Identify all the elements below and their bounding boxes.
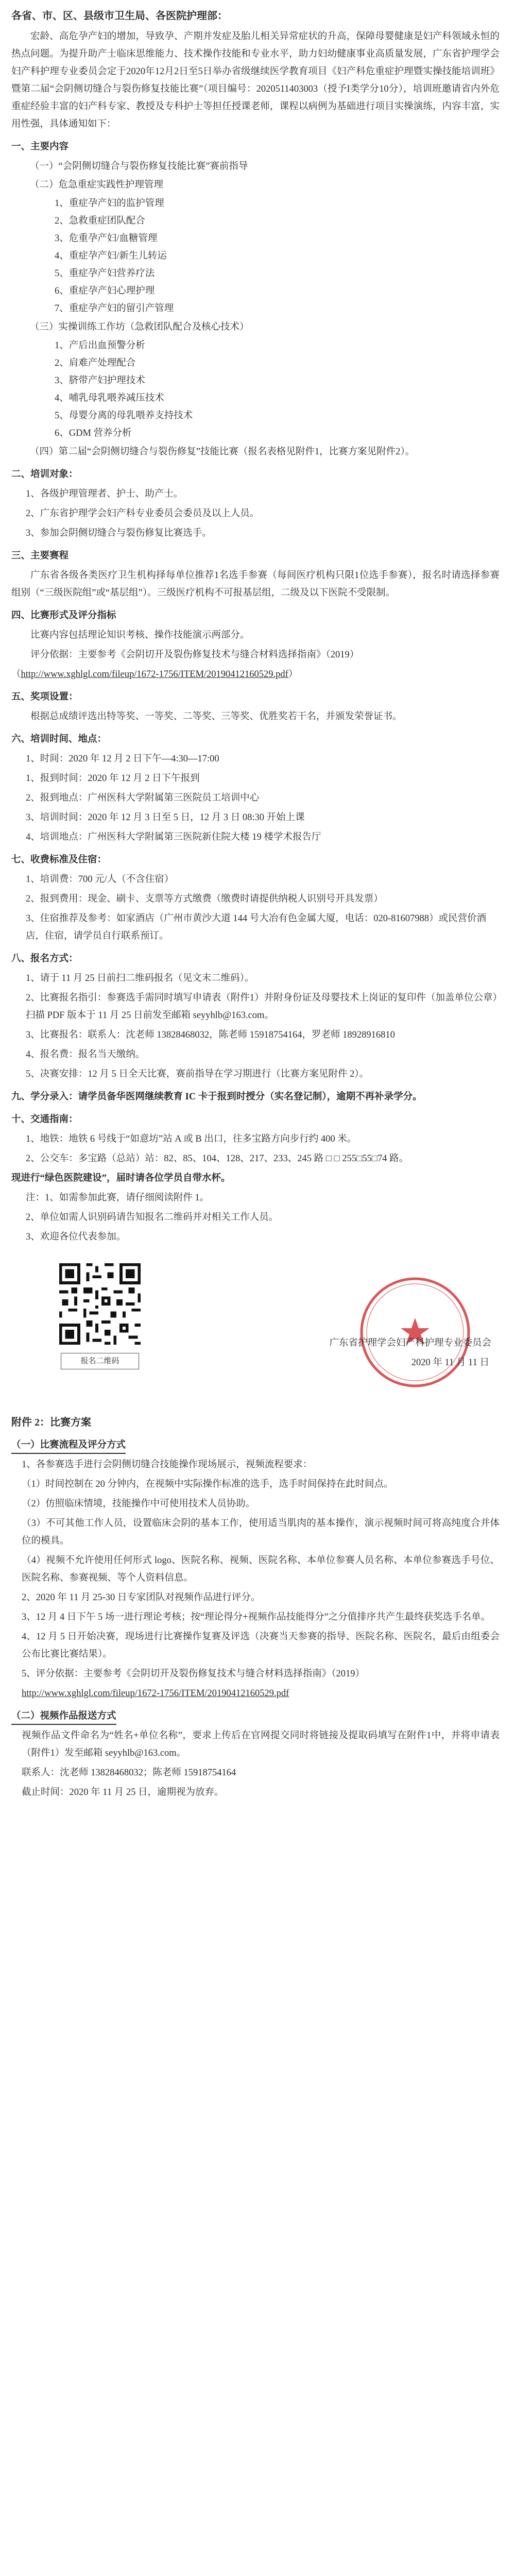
section-6-title: 六、培训时间、地点： — [11, 734, 107, 744]
section-1-a: （一）“会阴侧切缝合与裂伤修复技能比赛”赛前指导 — [30, 161, 248, 172]
list-item: （2）仿照临床情境，技能操作中可使用技术人员协助。 — [22, 1499, 255, 1509]
list-item: 1、各级护理管理者、护士、助产士。 — [26, 489, 183, 499]
list-item: 1、时间：2020 年 12 月 2 日下午—4:30—17:00 — [26, 754, 219, 764]
list-item: 7、重症孕产妇的留引产管理 — [55, 303, 174, 314]
official-seal-icon — [353, 1270, 477, 1394]
section-4-text-2: 评分依据：主要参考《会阴切开及裂伤修复技术与缝合材料选择指南》（2019） — [30, 650, 359, 660]
list-item: （4）视频不允许使用任何形式 logo、医院名称、视频、医院名称、本单位参赛人员名称、本单位参赛选手号位、医院名称、参赛视频、等个人资料信息。 — [22, 1555, 500, 1583]
signature-area — [11, 1250, 500, 1404]
list-item: 4、重症孕产妇/新生儿转运 — [55, 251, 167, 261]
attachment-guideline-link[interactable]: http://www.xghlgl.com/fileup/1672-1756/ITEM/20190412160529.pdf — [22, 1688, 289, 1699]
signature-date: 2020 年 11 月 11 日 — [411, 1358, 489, 1368]
section-2-title: 二、培训对象： — [11, 469, 78, 480]
attachment-section-1-heading: （一）比赛流程及评分方式 — [11, 1437, 126, 1454]
list-item: 4、12 月 5 日开始决赛，现场进行比赛操作复赛及评选（决赛当天参赛的指导、医院名称、医院名，最后由组委会公布比赛比赛结果）。 — [22, 1632, 500, 1659]
link-close-paren: ） — [288, 669, 298, 680]
list-item: 1、产后出血预警分析 — [55, 341, 145, 351]
list-item: 5、重症孕产妇营养疗法 — [55, 268, 155, 279]
list-item: 6、GDM 营养分析 — [55, 428, 132, 438]
section-4-title: 四、比赛形式及评分指标 — [11, 611, 116, 621]
intro-paragraph: 宏龄、高危孕产妇的增加，导致孕、产期并发症及胎儿相关异常症状的升高，保障母婴健康是妇产科领域永恒的热点问题。为提升助产士临床思维能力、技术操作技能和专业水平，助力妇幼健康事业高质量发展，广东省护理学会妇产科护理专业委员会定于2020年12月2日至5日举办省级继续医学教育项目《妇产科危重症护理暨实操技能培训班》暨第二届“会阴侧切缝合与裂伤修复技能比赛”（项目编号：2020511403003（授予I类学分10分），培训班邀请省内外危重症经验丰富的妇产科专家、教授及专科护士等担任授课老师，课程以病例为基础进行项目实操演练，内容丰富，实用性强，具体通知如下： — [11, 31, 500, 129]
list-item: 3、12 月 4 日下午 5 场一进行理论考核；按“理论得分+视频作品技能得分”之分值排序共产生最终获奖选手名单。 — [22, 1612, 491, 1622]
green-hospital-note: 现进行“绿色医院建设”，届时请各位学员自带水杯。 — [11, 1173, 231, 1183]
list-item: 3、培训时间：2020 年 12 月 3 日至 5 日，12 月 3 日 08:30 开始上课 — [26, 812, 305, 823]
list-item: 6、重症孕产妇心理护理 — [55, 286, 155, 296]
list-item: 3、脐带产妇护理技术 — [55, 376, 145, 386]
signature-organization: 广东省护理学会妇产科护理专业委员会 — [329, 1338, 491, 1348]
tip-line: 注：1、如需参加此赛，请仔细阅读附件 1。 — [26, 1193, 210, 1203]
section-1-d: （四）第二届“会阴侧切缝合与裂伤修复”技能比赛（报名表格见附件1，比赛方案见附件2）。 — [30, 447, 415, 457]
section-3-title: 三、主要赛程 — [11, 551, 69, 561]
list-item: 4、培训地点：广州医科大学附属第三医院新住院大楼 19 楼学术报告厅 — [26, 832, 321, 842]
list-item: 4、报名费：报名当天缴纳。 — [26, 1049, 145, 1060]
list-item: 3、比赛报名：联系人：沈老师 13828468032，陈老师 15918754164，罗老师 18928916810 — [26, 1030, 395, 1040]
attachment-section-1-title — [11, 1436, 500, 1454]
list-item: 1、培训费：700 元/人（不含住宿） — [26, 874, 174, 885]
list-item: 5、评分依据：主要参考《会阴切开及裂伤修复技术与缝合材料选择指南》（2019） — [22, 1669, 365, 1679]
list-item: （1）时间控制在 20 分钟内，在视频中实际操作标准的选手，选手时间保持在此时间点。 — [22, 1479, 393, 1489]
qr-block — [43, 1260, 157, 1369]
greeting: 各省、市、区、县级市卫生局、各医院护理部： — [11, 10, 228, 22]
section-1-c: （三）实操训练工作坊（急救团队配合及核心技术） — [30, 322, 249, 332]
qr-caption: 报名二维码 — [61, 1353, 139, 1369]
section-1-b: （二）危急重症实践性护理管理 — [30, 180, 164, 190]
list-item: 1、报到时间：2020 年 12 月 2 日下午报到 — [26, 773, 200, 784]
list-item: 1、地铁：地铁 6 号线于“如意坊”站 A 或 B 出口，往多宝路方向步行约 400 米。 — [26, 1134, 357, 1144]
section-7-title: 七、收费标准及住宿： — [11, 855, 107, 865]
section-3-text: 广东省各级各类医疗卫生机构择每单位推荐1名选手参赛（每间医疗机构只限1位选手参赛），报名时请选择参赛组别（“三级医院组”或“基层组”）。三级医疗机构不可报基层组，二级及以下医院不受限制。 — [11, 570, 500, 598]
list-item: 1、请于 11 月 25 日前扫二维码报名（见文末二维码）。 — [26, 973, 254, 984]
section-5-title: 五、奖项设置： — [11, 692, 78, 702]
list-item: 3、参加会阴侧切缝合与裂伤修复比赛选手。 — [26, 528, 212, 538]
list-item: 2、广东省护理学会妇产科专业委员会委员及以上人员。 — [26, 509, 260, 519]
list-item: 5、母婴分离的母乳喂养支持技术 — [55, 411, 193, 421]
attachment-section-2-title — [11, 1707, 500, 1725]
registration-qr-code[interactable] — [56, 1260, 144, 1348]
list-item: 视频作品文件命名为“姓名+单位名称”，要求上传后在官网提交同时将链接及提取码填写在附件1中，并将申请表（附件1）发至邮箱 seyyhlb@163.com。 — [22, 1731, 500, 1758]
list-item: 2、报到地点：广州医科大学附属第三医院员工培训中心 — [26, 793, 260, 803]
list-item: 2、2020 年 11 月 25-30 日专家团队对视频作品进行评分。 — [22, 1592, 261, 1603]
section-10-title: 十、交通指南： — [11, 1114, 78, 1125]
tip-line: 3、欢迎各位代表参加。 — [26, 1232, 126, 1242]
list-item: 3、危重孕产妇/血糖管理 — [55, 233, 158, 244]
section-9: 九、学分录入：请学员备华医网继续教育 IC 卡于报到时授分（实名登记制），逾期不再补录学分。 — [11, 1092, 422, 1102]
section-4-text-1: 比赛内容包括理论知识考核、操作技能演示两部分。 — [30, 630, 250, 640]
section-5-text: 根据总成绩评选出特等奖、一等奖、二等奖、三等奖、优胜奖若干名，并颁发荣誉证书。 — [30, 711, 402, 722]
list-item: 1、重症孕产妇的监护管理 — [55, 198, 164, 209]
section-8-title: 八、报名方式： — [11, 954, 78, 964]
list-item: 2、肩难产处理配合 — [55, 358, 136, 368]
list-item: 截止时间：2020 年 11 月 25 日，逾期视为放弃。 — [22, 1787, 224, 1798]
list-item: 联系人：沈老师 13828468032；陈老师 15918754164 — [22, 1768, 236, 1778]
attachment-title: 附件 2：比赛方案 — [11, 1417, 91, 1428]
attachment-section-2-heading: （二）视频作品报送方式 — [11, 1708, 116, 1725]
list-item: 5、决赛安排：12 月 5 日全天比赛，赛前指导在学习期进行（比赛方案见附件 2）。 — [26, 1069, 369, 1079]
section-1-title: 一、主要内容 — [11, 142, 69, 152]
link-open-paren: （ — [11, 669, 21, 680]
list-item: 2、公交车：多宝路（总站）站：82、85、104、128、217、233、245 路 □ □ 255□55□74 路。 — [26, 1154, 409, 1164]
list-item: （3）不可其他工作人员，设置临床会阴的基本工作，使用适当肌肉的基本操作，演示视频时间可将高纯度合并体位的模具。 — [22, 1518, 500, 1546]
list-item: 2、急救重症团队配合 — [55, 216, 145, 226]
section-4-link-line — [11, 666, 500, 683]
list-item: 2、比赛报名指引：参赛选手需同时填写申请表（附件1）并附身份证及母婴技术上岗证的复印件（加盖单位公章）扫描 PDF 版本于 11 月 25 日前发至邮箱 seyyhlb@163.com。 — [26, 993, 497, 1021]
guideline-link[interactable]: http://www.xghlgl.com/fileup/1672-1756/ITEM/20190412160529.pdf — [21, 669, 288, 680]
list-item: 2、报到费用：现金、刷卡、支票等方式缴费（缴费时请提供纳税人识别号开具发票） — [26, 894, 383, 904]
list-item: 3、住宿推荐及参考：如家酒店（广州市黄沙大道 144 号大冶有色金属大厦，电话：020-81607988）或民营价酒店，住宿，请学员自行联系预订。 — [26, 913, 487, 941]
list-item: 1、各参赛选手进行会阴侧切缝合技能操作现场展示，视频流程要求： — [22, 1460, 313, 1470]
list-item: 4、哺乳母乳喂养减压技术 — [55, 393, 164, 403]
tip-line: 2、单位如需人识别码请告知报名二维码并对相关工作人员。 — [26, 1212, 279, 1223]
attachment-link-line — [11, 1685, 500, 1702]
